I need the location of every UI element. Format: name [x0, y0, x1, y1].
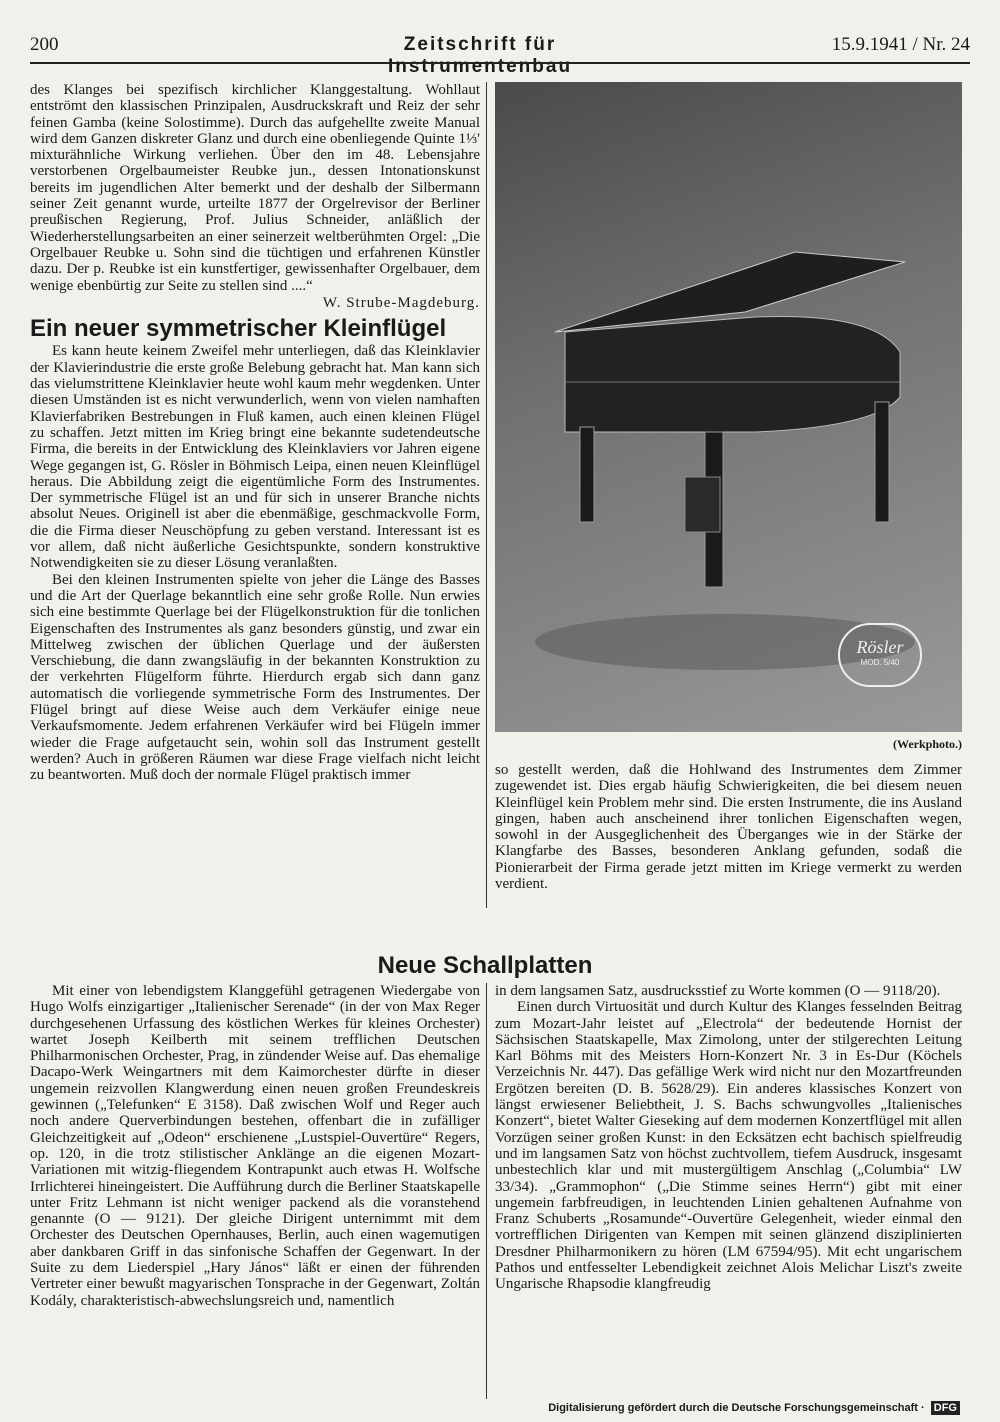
- article1-paragraph-2: Bei den kleinen Instrumenten spielte von jeher die Länge des Basses und die Art der Querlage bekanntlich eine sehr große Rolle. Nun erwies sich eine bestimmte Querlage bei der Flügelkonstruktion für die tonlichen Eigenschaften des Instrumentes als ganz besonders günstig, und zwar ein Mittelweg zwischen der üblichen Querlage und der äußersten Verschiebung, die dann zwangsläufig in der bekannten Konstruktion zu der verkehrten Flügelform führte. Hierdurch ergab sich dann ganz automatisch die vorliegende symmetrische Form des Instrumentes. Der Flügel bringt auf diese Weise auch dem Verkäufer einige neue Verkaufsmomente. Jedem erfahrenen Verkäufer wird bei Flügeln immer wieder die Frage aufgetaucht sein, wohin soll das Instrument gestellt werden? Auch in größeren Räumen war diese Frage vielfach nicht leicht zu beantworten. Muß doch der normale Flügel praktisch immer: [30, 571, 480, 784]
- article2-paragraph-2: in dem langsamen Satz, ausdrucksstief zu Worte kommen (O — 9118/20).: [495, 983, 941, 999]
- right-column-upper: [495, 762, 962, 892]
- article2-paragraph-1: Mit einer von lebendigstem Klanggefühl getragenen Wiedergabe von Hugo Wolfs einzigartiger „Italienischer Serenade“ (in der von Max Reger durchgesehenen Urfassung des köstlichen Werkes für kleines Orchester) wartet Joseph Keilberth mit seinem trefflichen Deutschen Philharmonischen Orchester, Prag, in zündender Weise auf. Das ehemalige Dacapo-Werk Weingartners mit dem Kaimorchester dürfte in dieser ungemein reizvollen Klangwerdung einen neuen großen Freundeskreis gewinnen („Telefunken“ E 3158). Daß zwischen Wolf und Reger auch noch andere Querverbindungen bestehen, offenbart die in zufälliger Gleichzeitigkeit auf „Odeon“ erschienene „Lustspiel-Ouvertüre“ Regers, op. 120, in die trotz stilistischer Anklänge an die eigenen Mozart-Variationen mit witzig-fliegendem Kontrapunkt auch etwas H. Wolfsche Irrlichterei hineingeistert. Die Aufführung durch die Berliner Staatskapelle unter Fritz Lehmann ist nicht weniger packend als die voranstehend genannte (O — 9121). Der gleiche Dirigent unternimmt mit dem Orchester des Deutschen Opernhauses, Berlin, auch einen wagemutigen aber dankbaren Griff in das sinfonische Schaffen der Gegenwart. In der Suite zu dem Liederspiel „Hary János“ läßt er einen der führenden Vertreter einer bewußt magyarischen Tonsprache in der Gegenwart, Zoltán Kodály, charakteristisch-abwechslungsreich und, namentlich: [30, 983, 480, 1309]
- left-column-lower: [30, 983, 480, 1309]
- digitization-footer: [548, 1402, 960, 1414]
- roesler-logo: [838, 623, 922, 687]
- header-rule: [30, 62, 970, 64]
- logo-model: MOD. 5/40: [860, 658, 900, 667]
- page-header: [30, 34, 970, 77]
- column-divider-bottom: [486, 983, 487, 1399]
- footer-text: Digitalisierung gefördert durch die Deutsche Forschungsgemeinschaft ·: [548, 1402, 925, 1414]
- left-column-upper: [30, 82, 480, 783]
- page-number: 200: [30, 34, 59, 55]
- issue-date: 15.9.1941 / Nr. 24: [831, 34, 970, 55]
- article1-paragraph-3: so gestellt werden, daß die Hohlwand des Instrumentes dem Zimmer zugewendet ist. Dies ergab häufig Schwierigkeiten, die bei diesem neuen Kleinflügel kein Problem mehr sind. Die ersten Instrumente, die ins Ausland gingen, haben auch anscheinend ihrer tonlichen Eigenschaften wegen, sowohl in der Ausgeglichenheit des Überganges wie in der Stärke der Klangfarbe des Basses, besonderen Anklang gefunden, sodaß die Pionierarbeit der Firma gerade jetzt mitten im Kriege vermerkt zu werden verdient.: [495, 762, 962, 893]
- prev-article-author: W. Strube-Magdeburg.: [322, 294, 480, 311]
- article1-title: Ein neuer symmetrischer Kleinflügel: [30, 315, 447, 343]
- prev-article-text: des Klanges bei spezifisch kirchlicher Klanggestaltung. Wohllaut entströmt den klassischen Prinzipalen, Ausdruckskraft und Reiz der sehr feinen Gamba (keine Solostimme). Durch das aufgehellte zweite Manual wird dem Ganzen diskreter Glanz und durch eine obenliegende Quinte 1⅓' mixturähnliche Wirkung verliehen. Über den im 48. Lebensjahre verstorbenen Orgelbaumeister Reubke jun., dessen Intonationskunst bereits im jugendlichen Alter bemerkt und der deshalb der Silbermann seiner Zeit genannt wurde, urteilte 1877 der Orgelrevisor der Berliner preußischen Regierung, Prof. Julius Schneider, anläßlich der Wiederherstellungsarbeiten an einer seinerzeit weltberühmten Orgel: „Die Orgelbauer Reubke u. Sohn sind die tüchtigen und erfahrenen Künstler dazu. Der p. Reubke ist ein kunstfertiger, gewissenhafter Orgelbauer, dem wenige ebenbürtig zur Seite zu stellen sind ....“: [30, 82, 480, 294]
- photo-credit: (Werkphoto.): [893, 737, 962, 751]
- article2-paragraph-3: Einen durch Virtuosität und durch Kultur des Klanges fesselnden Beitrag zum Mozart-Jahr leistet auf „Electrola“ der bedeutende Hornist der Sächsischen Staatskapelle, Max Zimolong, unter der stilgerechten Leitung Karl Böhms mit des Meisters Horn-Konzert Nr. 3 in Es-Dur (Köchels Verzeichnis Nr. 447). Das gefällige Werk wird nicht nur den Mozartfreunden Ergötzen bereiten (D. B. 5628/29). Ein anderes klassisches Konzert von längst erwiesener Beliebtheit, J. S. Bachs schwungvolles „Italienisches Konzert“, bietet Walter Gieseking auf dem modernen Konzertflügel mit allen Vorzügen seiner großen Kunst: in den Ecksätzen echt bachisch spielfreudig und im langsamen Satz von höchst zuchtvollem, tiefem Ausdruck, insgesamt unbestechlich klar und mit mustergültigem Anschlag („Columbia“ LW 33/34). „Grammophon“ („Die Stimme seines Herrn“) gibt mit einer ungemein farbfreudigen, in leuchtenden Linien gehaltenen Aufnahme von Franz Schuberts „Rosamunde“-Ouvertüre Gelegenheit, wieder einmal den vortrefflichen Dirigenten van Kempen mit seinen glänzend disziplinierten Dresdner Philharmonikern zu hören (LM 67594/95). Mit echt ungarischem Pathos und entfesselter Lebendigkeit zeichnet Alois Melichar Liszt's zweite Ungarische Rhapsodie klangfreudig: [495, 999, 962, 1293]
- dfg-logo: DFG: [931, 1401, 960, 1415]
- piano-photo: [495, 82, 962, 732]
- article1-paragraph-1: Es kann heute keinem Zweifel mehr unterliegen, daß das Kleinklavier der Klavierindustrie die erste große Belebung gebracht hat. Man kann sich das vielumstrittene Kleinklavier heute wohl kaum mehr wegdenken. Unter diesen Umständen ist es nicht verwunderlich, wenn von vielen namhaften Klavierfabriken Bestrebungen in Fluß kamen, auch einen kleinen Flügel zu schaffen. Jetzt mitten im Krieg bringt eine bekannte sudetendeutsche Firma, die bereits in der Entwicklung des Kleinklaviers vor Jahren eigene Wege gegangen ist, G. Rösler in Böhmisch Leipa, einen neuen Kleinflügel heraus. Die Abbildung zeigt die eigentümliche Form des Instrumentes. Der symmetrische Flügel ist an und für sich in unserer Branche nichts absolut Neues. Originell ist aber die ebenmäßige, geschmackvolle Form, die die Firma dieser Neuschöpfung zu geben verstand. Interessant ist es vor allem, daß nicht äußerliche Gesichtspunkte, sondern konstruktive Notwendigkeiten sie zu dieser Lösung veranlaßten.: [30, 343, 480, 572]
- logo-brand: Rösler: [856, 637, 904, 657]
- article2-title: Neue Schallplatten: [377, 952, 593, 979]
- right-column-lower: [495, 983, 962, 1293]
- journal-title: Zeitschrift für Instrumentenbau: [387, 34, 573, 77]
- column-divider-top: [486, 82, 487, 908]
